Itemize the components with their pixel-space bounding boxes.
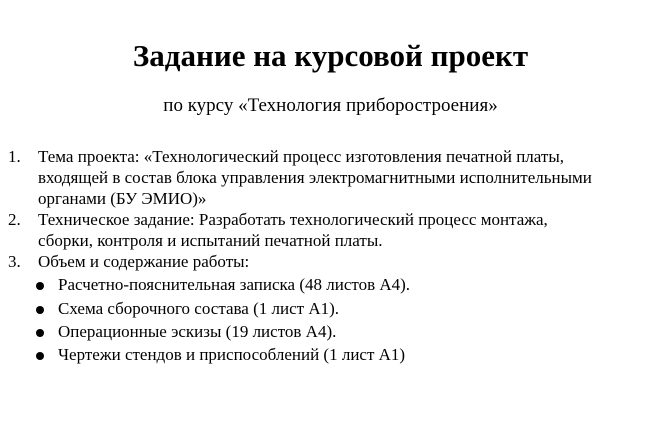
list-item-line: Тема проекта: «Технологический процесс изготовления печатной платы, (38, 147, 564, 166)
bullet-icon (36, 329, 44, 337)
list-item-line: органами (БУ ЭМИО)» (38, 189, 207, 208)
sublist-item: Чертежи стендов и приспособлений (1 лист А1) (58, 345, 406, 364)
list-item-1 (0, 146, 661, 209)
list-number: 1. (8, 147, 21, 166)
list-item-line: сборки, контроля и испытаний печатной платы. (38, 231, 383, 250)
list-item-line: Объем и содержание работы: (38, 252, 250, 271)
list-number: 3. (8, 252, 21, 271)
bullet-icon (36, 282, 44, 290)
list-item-line: входящей в состав блока управления электромагнитными исполнительными (38, 168, 592, 187)
sublist-item: Схема сборочного состава (1 лист А1). (58, 299, 340, 318)
list-item-line: Техническое задание: Разработать технологический процесс монтажа, (38, 210, 548, 229)
sublist-item: Расчетно-пояснительная записка (48 листов А4). (58, 275, 411, 294)
page-subtitle: по курсу «Технология приборостроения» (163, 95, 498, 116)
list-item-2 (0, 209, 661, 251)
sublist-item: Операционные эскизы (19 листов А4). (58, 322, 337, 341)
list-number: 2. (8, 210, 21, 229)
bullet-icon (36, 352, 44, 360)
bullet-icon (36, 306, 44, 314)
list-item-3 (0, 251, 661, 272)
page-title: Задание на курсовой проект (132, 38, 529, 73)
